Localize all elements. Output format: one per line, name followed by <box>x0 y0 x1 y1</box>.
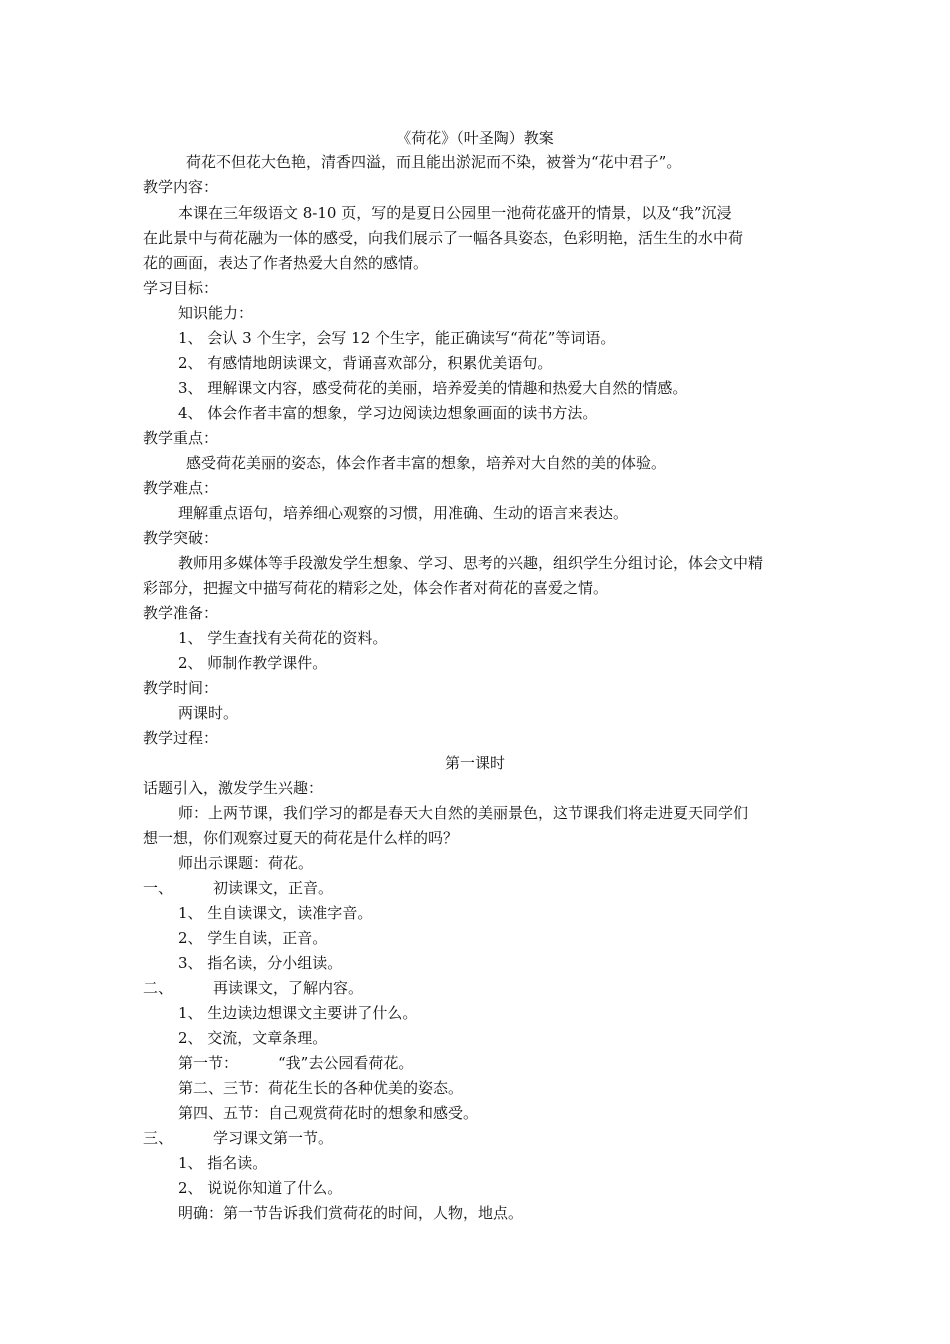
time-text: 两课时。 <box>178 704 239 722</box>
section-text: “我”去公园看荷花。 <box>278 1054 414 1072</box>
content-line: 本课在三年级语文 8-10 页，写的是夏日公园里一池荷花盛开的情景，以及“我”沉浸 <box>178 204 732 222</box>
step-item: 1、 生边读边想课文主要讲了什么。 <box>178 1004 418 1022</box>
content-line: 在此景中与荷花融为一体的感受，向我们展示了一幅各具姿态，色彩明艳，活生生的水中荷 <box>143 229 744 247</box>
step-number: 三、 <box>143 1129 174 1147</box>
section-label: 第二、三节： <box>178 1079 269 1097</box>
teacher-line: 师：上两节课，我们学习的都是春天大自然的美丽景色，这节课我们将走进夏天同学们 <box>178 804 749 822</box>
teacher-line: 想一想，你们观察过夏天的荷花是什么样的吗？ <box>143 829 459 847</box>
goals-subheading: 知识能力： <box>178 304 254 322</box>
step-text: 再读课文，了解内容。 <box>213 979 364 997</box>
intro-topic: 话题引入，激发学生兴趣： <box>143 779 324 797</box>
section-summary <box>178 1053 413 1073</box>
step-item: 2、 交流，文章条理。 <box>178 1029 328 1047</box>
content-line: 花的画面，表达了作者热爱大自然的感情。 <box>143 254 429 272</box>
breakthrough-line: 彩部分，把握文中描写荷花的精彩之处，体会作者对荷花的喜爱之情。 <box>143 579 609 597</box>
page-title <box>0 128 950 148</box>
key-heading: 教学重点： <box>143 429 219 447</box>
step-item: 1、 生自读课文，读准字音。 <box>178 904 373 922</box>
section-label: 第四、五节： <box>178 1104 269 1122</box>
intro-paragraph: 荷花不但花大色艳，清香四溢，而且能出淤泥而不染，被誉为“花中君子”。 <box>186 153 682 171</box>
step-heading <box>143 978 363 998</box>
step-heading <box>143 1128 333 1148</box>
step-heading <box>143 878 333 898</box>
prep-item: 1、 学生查找有关荷花的资料。 <box>178 629 388 647</box>
step-text: 学习课文第一节。 <box>213 1129 334 1147</box>
key-text: 感受荷花美丽的姿态，体会作者丰富的想象，培养对大自然的美的体验。 <box>186 454 667 472</box>
goal-item: 2、 有感情地朗读课文，背诵喜欢部分，积累优美语句。 <box>178 354 553 372</box>
step-number: 二、 <box>143 979 174 997</box>
step-text: 初读课文，正音。 <box>213 879 334 897</box>
goal-item: 1、 会认 3 个生字，会写 12 个生字，能正确读写“荷花”等词语。 <box>178 329 616 347</box>
prep-item: 2、 师制作教学课件。 <box>178 654 328 672</box>
teacher-topic: 师出示课题：荷花。 <box>178 854 314 872</box>
lesson-title <box>0 753 950 773</box>
goals-heading: 学习目标： <box>143 279 219 297</box>
step-item: 3、 指名读，分小组读。 <box>178 954 343 972</box>
breakthrough-heading: 教学突破： <box>143 529 219 547</box>
section-text: 自己观赏荷花时的想象和感受。 <box>268 1104 479 1122</box>
step-item: 2、 学生自读，正音。 <box>178 929 328 947</box>
section-label: 第一节： <box>178 1054 239 1072</box>
time-heading: 教学时间： <box>143 679 219 697</box>
section-summary <box>178 1078 463 1098</box>
prep-heading: 教学准备： <box>143 604 219 622</box>
difficulty-heading: 教学难点： <box>143 479 219 497</box>
title-text: 《荷花》（叶圣陶）教案 <box>396 129 554 147</box>
clarify-text: 明确：第一节告诉我们赏荷花的时间，人物，地点。 <box>178 1204 524 1222</box>
goal-item: 3、 理解课文内容，感受荷花的美丽，培养爱美的情趣和热爱大自然的情感。 <box>178 379 688 397</box>
difficulty-text: 理解重点语句，培养细心观察的习惯，用准确、生动的语言来表达。 <box>178 504 629 522</box>
lesson-title-text: 第一课时 <box>444 754 505 772</box>
content-heading: 教学内容： <box>143 178 219 196</box>
goal-item: 4、 体会作者丰富的想象，学习边阅读边想象画面的读书方法。 <box>178 404 598 422</box>
step-item: 2、 说说你知道了什么。 <box>178 1179 343 1197</box>
step-number: 一、 <box>143 879 174 897</box>
breakthrough-line: 教师用多媒体等手段激发学生想象、学习、思考的兴趣，组织学生分组讨论，体会文中精 <box>178 554 764 572</box>
process-heading: 教学过程： <box>143 729 219 747</box>
step-item: 1、 指名读。 <box>178 1154 268 1172</box>
section-text: 荷花生长的各种优美的姿态。 <box>268 1079 464 1097</box>
section-summary <box>178 1103 478 1123</box>
